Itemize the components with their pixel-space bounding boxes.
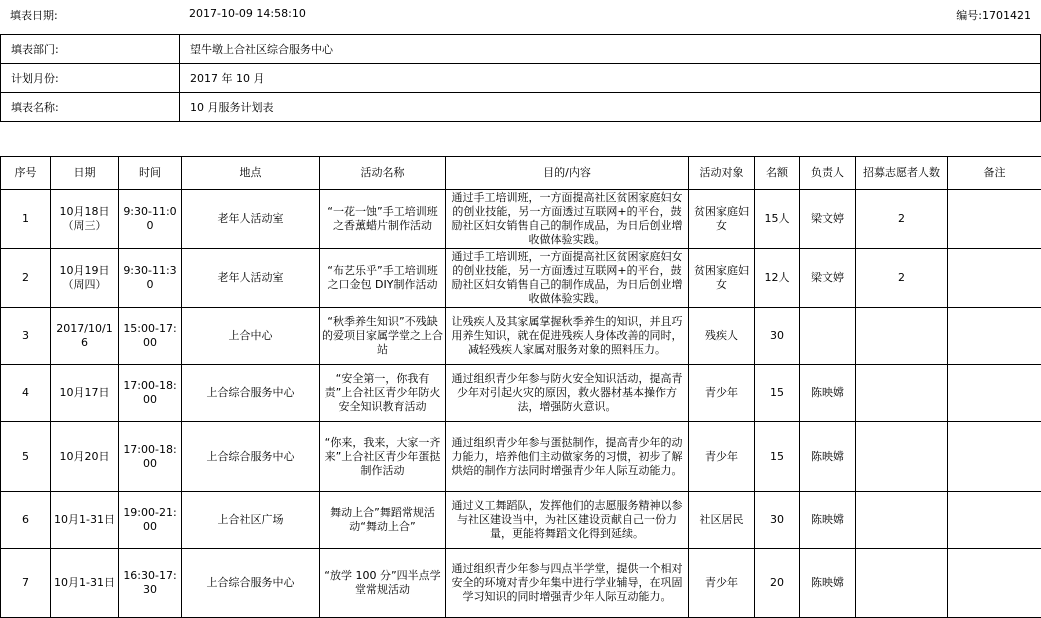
row-content: 通过组织青少年参与蛋挞制作，提高青少年的动力能力，培养他们主动做家务的习惯，初步了解烘焙的制作方法同时增强青少年人际互动能力。: [446, 422, 689, 492]
row-activity: “布艺乐乎”手工培训班之口金包 DIY制作活动: [320, 249, 446, 308]
row-remark: [948, 308, 1041, 365]
serial-number-label: 编号:: [956, 9, 982, 22]
row-no: 1: [1, 190, 51, 249]
row-content: 通过义工舞蹈队，发挥他们的志愿服务精神以参与社区建设当中，为社区建设贡献自己一份力量，更能将舞蹈文化得到延续。: [446, 492, 689, 549]
row-no: 3: [1, 308, 51, 365]
row-volunteers: [856, 492, 948, 549]
row-content: 通过手工培训班，一方面提高社区贫困家庭妇女的创业技能，另一方面透过互联网+的平台，鼓励社区妇女销售自己的制作成品，为日后创业增收做体验实践。: [446, 190, 689, 249]
table-row: [1, 249, 1041, 308]
row-activity: “安全第一，你我有责”上合社区青少年防火安全知识教育活动: [320, 365, 446, 422]
table-row: [1, 492, 1041, 549]
row-time: 9:30-11:00: [119, 190, 182, 249]
row-date: 10月19日（周四）: [51, 249, 119, 308]
col-header-no: 序号: [1, 157, 51, 190]
row-volunteers: 2: [856, 190, 948, 249]
row-activity: “放学 100 分”四半点学堂常规活动: [320, 549, 446, 618]
row-target: 青少年: [689, 365, 755, 422]
table-row: [1, 549, 1041, 618]
row-content: 通过组织青少年参与四点半学堂，提供一个相对安全的环境对青少年集中进行学业辅导，在巩固学习知识的同时增强青少年人际互动能力。: [446, 549, 689, 618]
row-content: 通过手工培训班，一方面提高社区贫困家庭妇女的创业技能，另一方面透过互联网+的平台，鼓励社区妇女销售自己的制作成品，为日后创业增收做体验实践。: [446, 249, 689, 308]
month-label: 计划月份:: [1, 64, 180, 93]
row-remark: [948, 422, 1041, 492]
row-content: 让残疾人及其家属掌握秋季养生的知识，并且巧用养生知识，就在促进残疾人身体改善的同时，减轻残疾人家属对服务对象的照料压力。: [446, 308, 689, 365]
row-volunteers: [856, 549, 948, 618]
serial-number: [956, 7, 1031, 23]
fill-date-label: 填表日期:: [10, 7, 58, 23]
row-leader: 陈映嫦: [800, 422, 856, 492]
row-no: 6: [1, 492, 51, 549]
row-quota: 12人: [755, 249, 800, 308]
col-header-leader: 负责人: [800, 157, 856, 190]
row-volunteers: 2: [856, 249, 948, 308]
top-bar: [0, 0, 1041, 30]
row-leader: 陈映嫦: [800, 492, 856, 549]
row-place: 上合综合服务中心: [182, 365, 320, 422]
month-value: 2017 年 10 月: [180, 64, 1041, 93]
row-date: 10月17日: [51, 365, 119, 422]
row-quota: 15: [755, 422, 800, 492]
row-activity: “秋季养生知识”不残缺的爱项目家属学堂之上合站: [320, 308, 446, 365]
col-header-quota: 名额: [755, 157, 800, 190]
department-label: 填表部门:: [1, 35, 180, 64]
row-content: 通过组织青少年参与防火安全知识活动，提高青少年对引起火灾的原因，救火器材基本操作方法，增强防火意识。: [446, 365, 689, 422]
row-no: 5: [1, 422, 51, 492]
row-place: 老年人活动室: [182, 249, 320, 308]
form-name-label: 填表名称:: [1, 93, 180, 122]
col-header-content: 目的/内容: [446, 157, 689, 190]
col-header-time: 时间: [119, 157, 182, 190]
col-header-volunteers: 招募志愿者人数: [856, 157, 948, 190]
table-row: [1, 190, 1041, 249]
row-no: 7: [1, 549, 51, 618]
row-date: 10月1-31日: [51, 549, 119, 618]
row-place: 老年人活动室: [182, 190, 320, 249]
row-place: 上合综合服务中心: [182, 422, 320, 492]
row-quota: 30: [755, 308, 800, 365]
row-remark: [948, 190, 1041, 249]
row-quota: 15: [755, 365, 800, 422]
row-leader: 陈映嫦: [800, 549, 856, 618]
row-remark: [948, 365, 1041, 422]
table-row: [1, 308, 1041, 365]
row-activity: “一花一蚀”手工培训班之香薰蜡片制作活动: [320, 190, 446, 249]
row-target: 贫困家庭妇女: [689, 249, 755, 308]
col-header-remark: 备注: [948, 157, 1041, 190]
row-quota: 20: [755, 549, 800, 618]
row-activity: 舞动上合”舞蹈常规活动“舞动上合”: [320, 492, 446, 549]
row-target: 贫困家庭妇女: [689, 190, 755, 249]
table-row: [1, 365, 1041, 422]
row-target: 残疾人: [689, 308, 755, 365]
row-quota: 15人: [755, 190, 800, 249]
row-volunteers: [856, 308, 948, 365]
row-leader: 梁文婷: [800, 249, 856, 308]
row-target: 社区居民: [689, 492, 755, 549]
plan-table: [0, 156, 1041, 618]
row-volunteers: [856, 365, 948, 422]
row-quota: 30: [755, 492, 800, 549]
row-time: 15:00-17:00: [119, 308, 182, 365]
row-no: 4: [1, 365, 51, 422]
row-activity: “你来，我来，大家一齐来”上合社区青少年蛋挞制作活动: [320, 422, 446, 492]
row-target: 青少年: [689, 549, 755, 618]
row-leader: [800, 308, 856, 365]
row-leader: 梁文婷: [800, 190, 856, 249]
row-place: 上合中心: [182, 308, 320, 365]
serial-number-value: 1701421: [982, 9, 1031, 22]
col-header-date: 日期: [51, 157, 119, 190]
row-time: 17:00-18:00: [119, 365, 182, 422]
row-volunteers: [856, 422, 948, 492]
row-time: 17:00-18:00: [119, 422, 182, 492]
form-name-row: [1, 93, 1041, 122]
row-place: 上合综合服务中心: [182, 549, 320, 618]
row-place: 上合社区广场: [182, 492, 320, 549]
row-date: 2017/10/16: [51, 308, 119, 365]
row-date: 10月18日（周三）: [51, 190, 119, 249]
row-no: 2: [1, 249, 51, 308]
row-remark: [948, 549, 1041, 618]
department-row: [1, 35, 1041, 64]
row-remark: [948, 249, 1041, 308]
row-time: 9:30-11:30: [119, 249, 182, 308]
col-header-activity: 活动名称: [320, 157, 446, 190]
col-header-place: 地点: [182, 157, 320, 190]
row-remark: [948, 492, 1041, 549]
department-value: 望牛墩上合社区综合服务中心: [180, 35, 1041, 64]
form-name-value: 10 月服务计划表: [180, 93, 1041, 122]
table-row: [1, 422, 1041, 492]
row-time: 16:30-17:30: [119, 549, 182, 618]
col-header-target: 活动对象: [689, 157, 755, 190]
month-row: [1, 64, 1041, 93]
row-date: 10月20日: [51, 422, 119, 492]
fill-date-value: 2017-10-09 14:58:10: [189, 7, 306, 20]
row-date: 10月1-31日: [51, 492, 119, 549]
row-leader: 陈映嫦: [800, 365, 856, 422]
row-time: 19:00-21:00: [119, 492, 182, 549]
meta-table: [0, 34, 1041, 122]
row-target: 青少年: [689, 422, 755, 492]
table-header-row: [1, 157, 1041, 190]
